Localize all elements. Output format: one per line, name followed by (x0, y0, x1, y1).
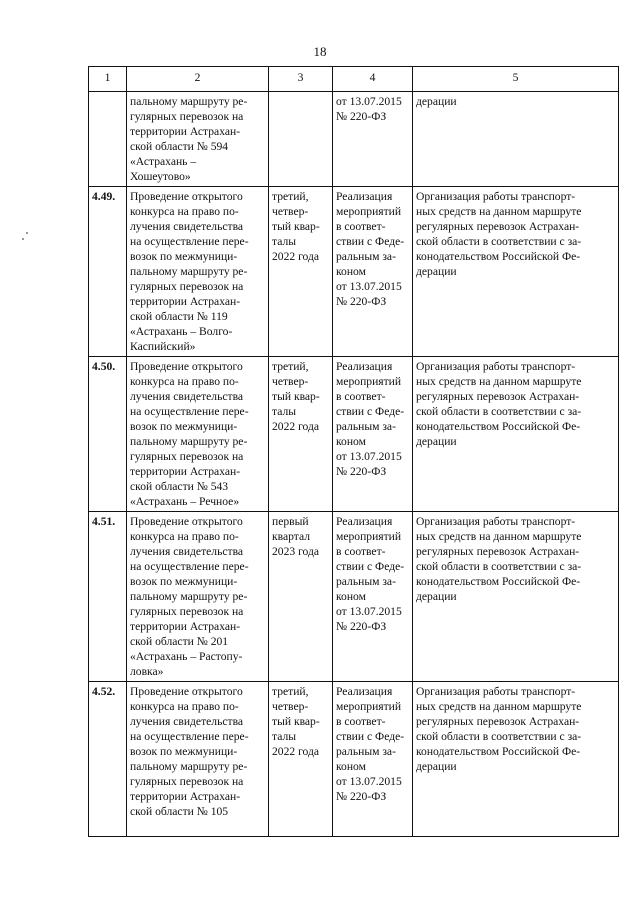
table-row (89, 187, 619, 357)
event-description: пальному маршруту ре- гулярных перевозок на территории Астрахан- ской области № 594 «Астрахань – Хошеутово» (127, 92, 269, 187)
page-number: 18 (313, 44, 327, 59)
header-col-1: 1 (89, 67, 127, 92)
event-description: Проведение открытого конкурса на право по- лучения свидетельства на осуществление пере- возок по межмуници- пальному маршруту ре- гулярных перевозок на территории Астрахан- ской области № 105 (127, 682, 269, 837)
header-col-2: 2 (127, 67, 269, 92)
header-col-5: 5 (413, 67, 619, 92)
row-number: 4.49. (89, 187, 127, 357)
expected-result: дерации (413, 92, 619, 187)
expected-result: Организация работы транспорт- ных средств на данном маршруте регулярных перевозок Астрахан- ской области в соответствии с за- конодательством Российской Фе- дерации (413, 357, 619, 512)
scan-speck (22, 238, 24, 240)
table-row (89, 682, 619, 837)
deadline: первый квартал 2023 года (269, 512, 333, 682)
header-col-3: 3 (269, 67, 333, 92)
table-row-continuation (89, 92, 619, 187)
mechanism: Реализация мероприятий в соответ- ствии с Феде- ральным за- коном от 13.07.2015 № 220-ФЗ (333, 512, 413, 682)
expected-result: Организация работы транспорт- ных средств на данном маршруте регулярных перевозок Астрахан- ской области в соответствии с за- конодательством Российской Фе- дерации (413, 512, 619, 682)
table-row (89, 357, 619, 512)
mechanism: Реализация мероприятий в соответ- ствии с Феде- ральным за- коном от 13.07.2015 № 220-ФЗ (333, 187, 413, 357)
mechanism: Реализация мероприятий в соответ- ствии с Феде- ральным за- коном от 13.07.2015 № 220-ФЗ (333, 357, 413, 512)
deadline: третий, четвер- тый квар- талы 2022 года (269, 187, 333, 357)
deadline (269, 92, 333, 187)
event-description: Проведение открытого конкурса на право по- лучения свидетельства на осуществление пере- возок по межмуници- пальному маршруту ре- гулярных перевозок на территории Астрахан- ской области № 119 «Астрахань – Волго- Каспийский» (127, 187, 269, 357)
expected-result: Организация работы транспорт- ных средств на данном маршруте регулярных перевозок Астрахан- ской области в соответствии с за- конодательством Российской Фе- дерации (413, 187, 619, 357)
row-number (89, 92, 127, 187)
event-description: Проведение открытого конкурса на право по- лучения свидетельства на осуществление пере- возок по межмуници- пальному маршруту ре- гулярных перевозок на территории Астрахан- ской области № 543 «Астрахань – Речное» (127, 357, 269, 512)
deadline: третий, четвер- тый квар- талы 2022 года (269, 682, 333, 837)
plan-table (88, 66, 619, 837)
mechanism: от 13.07.2015 № 220-ФЗ (333, 92, 413, 187)
header-col-4: 4 (333, 67, 413, 92)
mechanism: Реализация мероприятий в соответ- ствии с Феде- ральным за- коном от 13.07.2015 № 220-ФЗ (333, 682, 413, 837)
table-row (89, 512, 619, 682)
deadline: третий, четвер- тый квар- талы 2022 года (269, 357, 333, 512)
event-description: Проведение открытого конкурса на право по- лучения свидетельства на осуществление пере- возок по межмуници- пальному маршруту ре- гулярных перевозок на территории Астрахан- ской области № 201 «Астрахань – Растопу- ловка» (127, 512, 269, 682)
scan-speck (26, 232, 28, 234)
expected-result: Организация работы транспорт- ных средств на данном маршруте регулярных перевозок Астрахан- ской области в соответствии с за- конодательством Российской Фе- дерации (413, 682, 619, 837)
row-number: 4.52. (89, 682, 127, 837)
row-number: 4.50. (89, 357, 127, 512)
row-number: 4.51. (89, 512, 127, 682)
header-row (89, 67, 619, 92)
